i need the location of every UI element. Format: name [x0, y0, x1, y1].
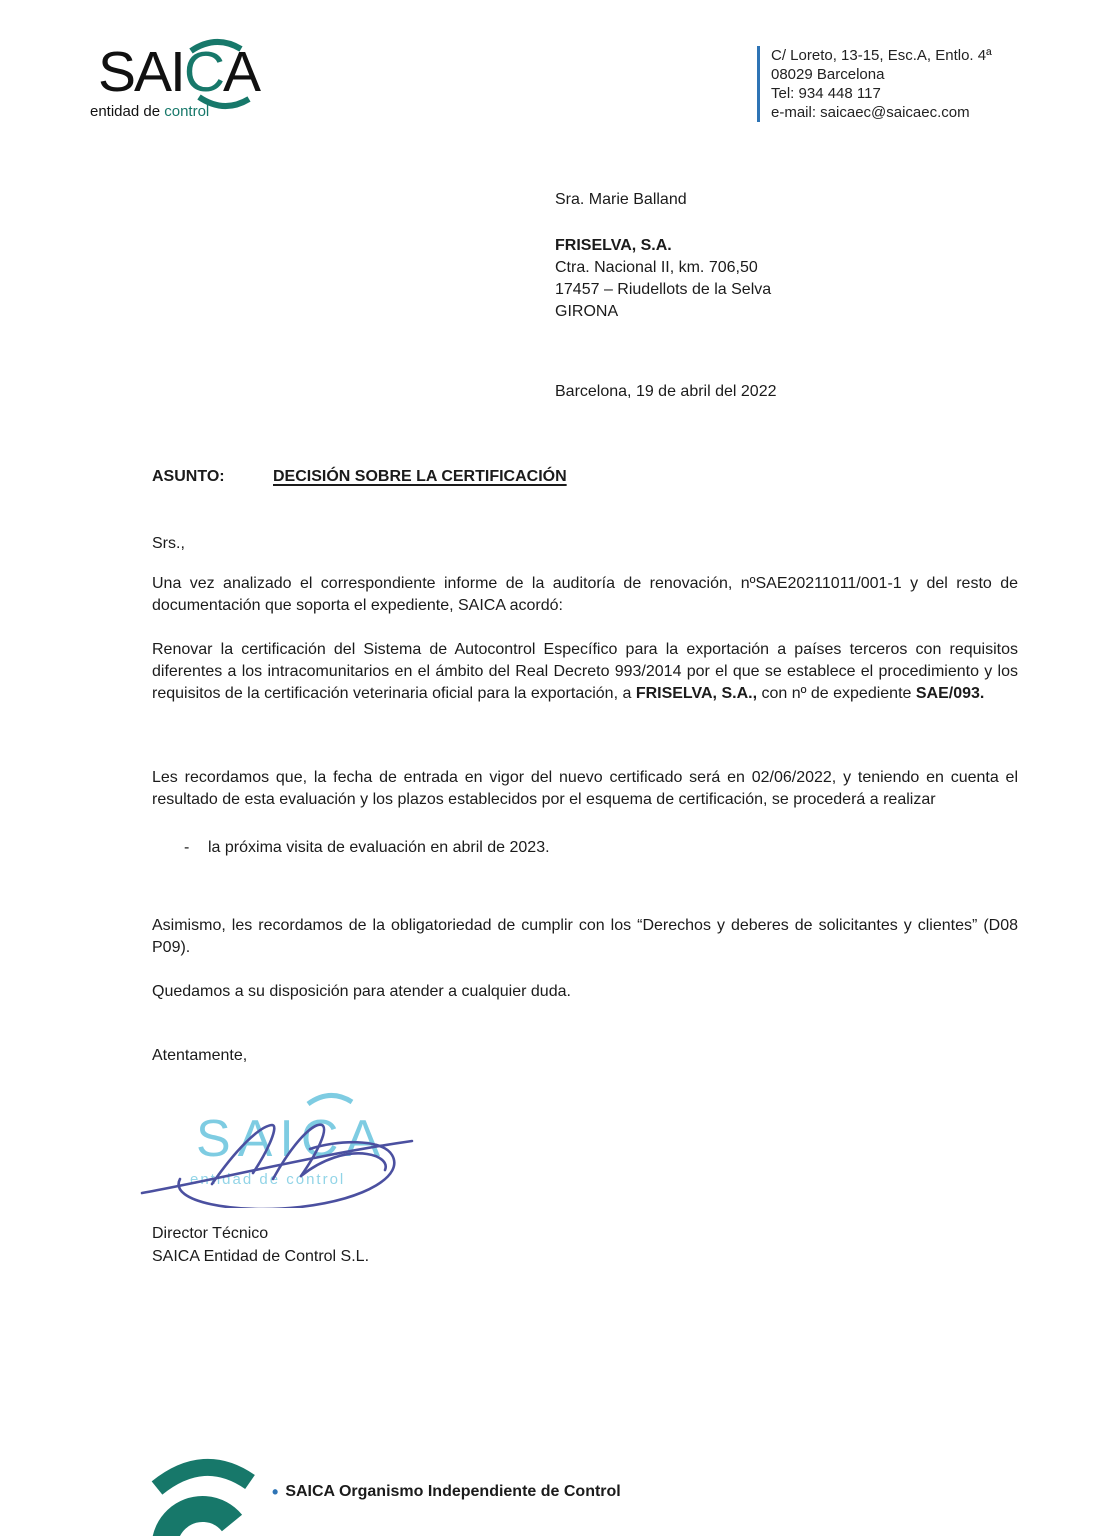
- salutation: Srs.,: [152, 535, 185, 552]
- p2-text2: con nº de expediente: [757, 685, 916, 702]
- letterhead-contact-block: [757, 46, 992, 122]
- saica-logo: [90, 40, 260, 120]
- recipient-attention: Sra. Marie Balland: [555, 191, 687, 208]
- p2-file-number-bold: SAE/093.: [915, 685, 985, 702]
- subject-label: ASUNTO:: [152, 468, 225, 485]
- contact-address-line: C/ Loreto, 13-15, Esc.A, Entlo. 4ª: [771, 47, 992, 64]
- logo-text-pre: SAI: [98, 40, 184, 104]
- closing-salute: Atentamente,: [152, 1047, 248, 1064]
- recipient-address1: Ctra. Nacional II, km. 706,50: [555, 259, 758, 276]
- paragraph-validity-date: Les recordamos que, la fecha de entrada en vigor del nuevo certificado será en 02/06/2022, y teniendo en cuenta el resultado de esta evaluación y los plazos establecidos por el esquema de certificación, se procederá a realizar: [152, 769, 1018, 808]
- footer-text: SAICA Organismo Independiente de Control: [285, 1483, 621, 1500]
- contact-email-line: e-mail: saicaec@saicaec.com: [771, 104, 970, 121]
- stamp-arc-icon: [308, 1095, 352, 1104]
- bullet-next-visit: [152, 837, 1018, 859]
- paragraph-renewal-decision: [152, 639, 1018, 705]
- signer-role: Director Técnico: [152, 1225, 269, 1242]
- subject-title: DECISIÓN SOBRE LA CERTIFICACIÓN: [273, 468, 567, 485]
- stamp-brand-text: SAICA: [196, 1110, 388, 1168]
- logo-text-post: A: [223, 40, 260, 104]
- paragraph-availability: Quedamos a su disposición para atender a cualquier duda.: [152, 983, 571, 1000]
- footer-logo-mark-icon: [143, 1447, 277, 1536]
- p2-text1: Renovar la certificación del Sistema de Autocontrol Específico para la exportación a países terceros con requisitos diferentes a los intracomunitarios en el ámbito del Real Decreto 993/2014 por el que se establece el procedimiento y los requisitos de la certificación veterinaria oficial para la exportación, a: [152, 641, 1018, 702]
- logo-tagline-accent: control: [164, 103, 210, 120]
- stamp-tagline-text: entidad de control: [190, 1171, 346, 1188]
- signer-company: SAICA Entidad de Control S.L.: [152, 1248, 370, 1265]
- paragraph-obligations: Asimismo, les recordamos de la obligatoriedad de cumplir con los “Derechos y deberes de solicitantes y clientes” (D08 P09).: [152, 917, 1018, 956]
- paragraph-audit-report: Una vez analizado el correspondiente informe de la auditoría de renovación, nºSAE20211011/001-1 y del resto de documentación que soporta el expediente, SAICA acordó:: [152, 575, 1018, 614]
- recipient-block: [555, 189, 771, 323]
- subject-line: [152, 468, 567, 486]
- signature-area: [140, 1080, 440, 1208]
- bullet-item-text: la próxima visita de evaluación en abril de 2023.: [208, 839, 550, 856]
- logo-upper-arc-icon: [188, 36, 244, 54]
- contact-city-line: 08029 Barcelona: [771, 66, 885, 83]
- logo-tagline-black: entidad de: [90, 103, 165, 120]
- dateline: Barcelona, 19 de abril del 2022: [555, 383, 777, 400]
- recipient-address2: 17457 – Riudellots de la Selva: [555, 281, 772, 298]
- p2-company-bold: FRISELVA, S.A.,: [635, 685, 758, 702]
- footer-bullet-icon: •: [272, 1482, 279, 1502]
- footer-line: [272, 1483, 621, 1501]
- recipient-city: GIRONA: [555, 303, 619, 320]
- logo-text-accent: C: [183, 40, 224, 104]
- recipient-company: FRISELVA, S.A.: [555, 237, 672, 254]
- contact-phone-line: Tel: 934 448 117: [771, 85, 881, 102]
- bullet-dash: -: [184, 839, 190, 856]
- logo-tagline: [90, 103, 209, 120]
- signer-block: [152, 1222, 369, 1268]
